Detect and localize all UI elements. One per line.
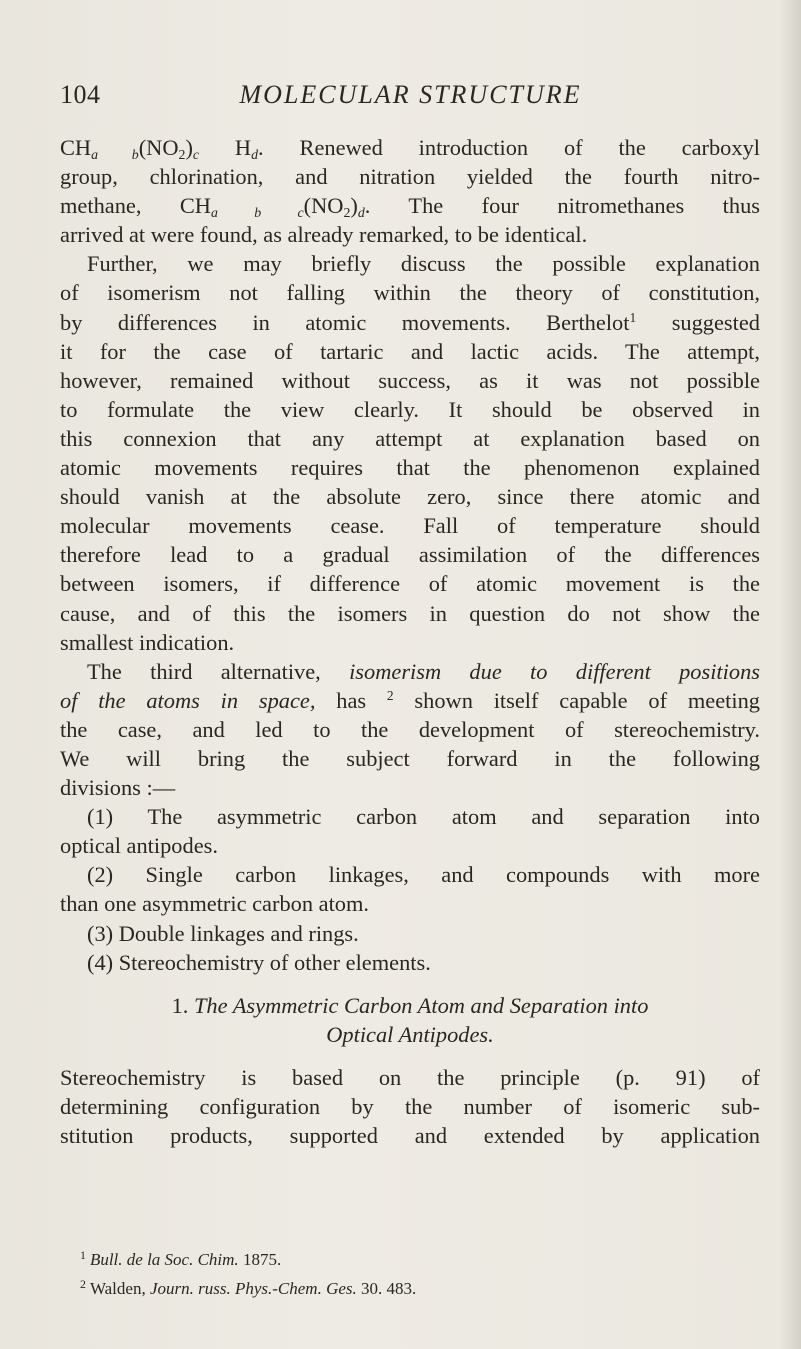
spacer <box>60 1049 760 1063</box>
body-text <box>60 133 760 1150</box>
text-line: atomic movements requires that the phenomenon explained <box>60 455 760 481</box>
text-line: it for the case of tartaric and lactic acids. The attempt, <box>60 338 760 364</box>
page-number: 104 <box>60 80 101 109</box>
text-line: determining configuration by the number of isomeric sub- <box>60 1094 760 1119</box>
text-line: between isomers, if difference of atomic movement is the <box>60 571 760 597</box>
footnotes <box>80 1243 760 1301</box>
formula-ch-no2: $CH_{a b c}(NO_2)_d$. <box>179 193 371 222</box>
list-item: (2) Single carbon linkages, and compounds with more <box>87 862 760 888</box>
text-line: however, remained without success, as it was not possible <box>60 367 760 393</box>
list-item-continuation: optical antipodes. <box>60 833 218 859</box>
list-item-continuation: than one asymmetric carbon atom. <box>60 891 370 917</box>
text-line: to formulate the view clearly. It should be observed in <box>60 396 760 422</box>
formula-ch-no2-h: $CH_{a b}(NO_2)_c$ $H_d$. <box>60 135 264 164</box>
text-line: arrived at were found, as already remarked, to be identical. <box>60 222 588 248</box>
text-line: cause, and of this the isomers in question do not show the <box>60 600 760 626</box>
text-line: $CH_{a b}(NO_2)_c$ $H_d$. Renewed introduction of the carboxyl <box>60 135 760 164</box>
section-heading: 1. The Asymmetric Carbon Atom and Separation into <box>171 992 649 1018</box>
text-line: molecular movements cease. Fall of temperature should <box>60 513 760 539</box>
text-line: smallest indication. <box>60 629 235 655</box>
footnote-ref: 2 <box>386 687 394 703</box>
list-item: (4) Stereochemistry of other elements. <box>87 949 431 975</box>
text-line: methane, $CH_{a b c}(NO_2)_d$. The four nitromethanes thus <box>60 193 761 222</box>
running-title: MOLECULAR STRUCTURE <box>239 80 582 109</box>
footnote: $^1$ Bull. de la Soc. Chim. 1875. <box>80 1248 282 1269</box>
text-line: The third alternative, isomerism due to different positions <box>87 658 760 684</box>
text-line: of isomerism not falling within the theory of constitution, <box>60 280 760 306</box>
footnote-ref: 1 <box>629 309 637 325</box>
page-header <box>60 80 761 120</box>
text-line: of the atoms in space, has $^2$ shown itself capable of meeting <box>60 687 760 713</box>
text-line: stitution products, supported and extended by application <box>60 1123 760 1149</box>
section-heading-line2: Optical Antipodes. <box>326 1021 494 1047</box>
text-line: divisions :— <box>60 775 176 801</box>
list-item: (1) The asymmetric carbon atom and separation into <box>87 804 760 830</box>
text-line: this connexion that any attempt at explanation based on <box>60 425 760 451</box>
text-line: Further, we may briefly discuss the possible explanation <box>87 251 760 277</box>
text-line: by differences in atomic movements. Berthelot$^1$ suggested <box>60 309 760 335</box>
text-line: group, chlorination, and nitration yielded the fourth nitro- <box>60 164 760 190</box>
text-line: should vanish at the absolute zero, since there atomic and <box>60 484 760 510</box>
footnote: $^2$ Walden, Journ. russ. Phys.-Chem. Ges. 30. 483. <box>80 1276 417 1298</box>
text-line: We will bring the subject forward in the following <box>60 745 760 771</box>
text-line: the case, and led to the development of stereochemistry. <box>60 716 760 742</box>
spacer <box>60 977 760 991</box>
text-line: Stereochemistry is based on the principle (p. 91) of <box>60 1064 760 1090</box>
list-item: (3) Double linkages and rings. <box>87 920 359 946</box>
page-edge-shadow <box>779 0 801 1349</box>
text-line: therefore lead to a gradual assimilation of the differences <box>60 542 760 568</box>
